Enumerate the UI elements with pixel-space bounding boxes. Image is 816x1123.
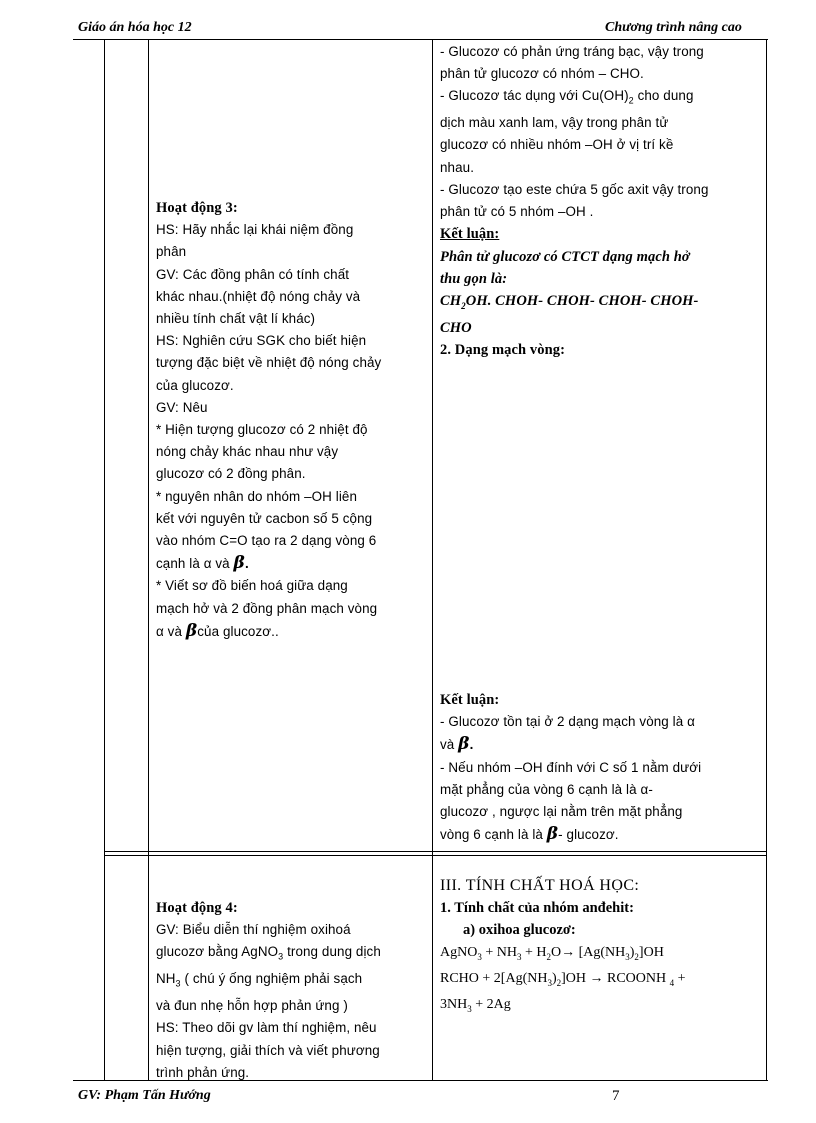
activity-line: khác nhau.(nhiệt độ nóng chảy và xyxy=(156,288,361,304)
subscript: 2 xyxy=(461,300,466,311)
activity-line: trình phản ứng. xyxy=(156,1064,250,1080)
glucose-formula-end: CHO xyxy=(440,320,472,336)
footer-rule xyxy=(73,1080,768,1081)
section-cyclic-form: 2. Dạng mạch vòng: xyxy=(440,342,566,359)
conclusion-line: glucozơ , ngược lại nằm trên mặt phẳng xyxy=(440,804,683,820)
content-line xyxy=(440,85,764,112)
content-line: phân tử glucozơ có nhóm – CHO. xyxy=(440,66,644,82)
activity-line: phân xyxy=(156,244,187,260)
content-line: nhau. xyxy=(440,159,475,175)
conclusion-line: thu gọn là: xyxy=(440,270,508,287)
activity-line xyxy=(156,552,430,575)
header-right: Chương trình nâng cao xyxy=(605,20,742,35)
activity-line xyxy=(156,941,430,968)
alpha-beta-text: cạnh là α và xyxy=(156,556,230,572)
activity-line: * nguyên nhân do nhóm –OH liên xyxy=(156,488,358,504)
text: ( chú ý ống nghiệm phải sạch xyxy=(180,971,363,987)
table-divider-2 xyxy=(432,40,433,1080)
beta-symbol: β xyxy=(185,620,198,641)
activity-4-title: Hoạt động 4: xyxy=(156,900,238,916)
content-line: - Glucozơ tạo este chứa 5 gốc axit vậy trong xyxy=(440,181,709,197)
content-cell-2 xyxy=(440,875,764,1020)
content-line: glucozơ có nhiều nhóm –OH ở vị trí kề xyxy=(440,137,674,153)
glucozo-text: của glucozơ.. xyxy=(197,623,279,639)
content-cell-1 xyxy=(440,41,764,361)
table-border-right xyxy=(766,40,767,1080)
glucozo-text: - glucozơ. xyxy=(558,827,619,843)
activity-line: và đun nhẹ hỗn hợp phản ứng ) xyxy=(156,998,348,1014)
activity-line: glucozơ có 2 đồng phân. xyxy=(156,466,306,482)
va-text: và xyxy=(440,737,455,753)
content-line: phân tử có 5 nhóm –OH . xyxy=(440,204,594,220)
subscript: 2 xyxy=(628,96,634,107)
content-line: dịch màu xanh lam, vậy trong phân tử xyxy=(440,115,669,131)
conclusion-line: - Nếu nhóm –OH đính với C số 1 nằm dưới xyxy=(440,759,702,775)
subscript: 3 xyxy=(278,952,284,963)
section-heading-chemistry: III. TÍNH CHẤT HOÁ HỌC: xyxy=(440,877,640,894)
period: . xyxy=(244,556,249,572)
activity-line: kết với nguyên tử cacbon số 5 cộng xyxy=(156,510,373,526)
activity-line: HS: Nghiên cứu SGK cho biết hiện xyxy=(156,333,367,349)
activity-line: hiện tượng, giải thích và viết phương xyxy=(156,1042,380,1058)
subscript: 3 xyxy=(175,978,181,989)
activity-3-cell xyxy=(156,197,430,643)
activity-3-title: Hoạt động 3: xyxy=(156,200,238,216)
page-number: 7 xyxy=(612,1088,620,1104)
conclusion-line: Phân tử glucozơ có CTCT dạng mạch hở xyxy=(440,248,690,265)
activity-line xyxy=(156,968,430,995)
activity-line: mạch hở và 2 đồng phân mạch vòng xyxy=(156,600,378,616)
glucose-formula xyxy=(440,290,764,317)
text: trong dung dịch xyxy=(283,944,381,960)
conclusion-line: mặt phẳng của vòng 6 cạnh là là α- xyxy=(440,781,653,797)
text: glucozơ bằng AgNO xyxy=(156,944,279,960)
activity-line: GV: Các đồng phân có tính chất xyxy=(156,266,350,282)
formula-part: CH xyxy=(440,292,462,309)
ring-text: vòng 6 cạnh là là xyxy=(440,827,543,843)
activity-line: HS: Theo dõi gv làm thí nghiệm, nêu xyxy=(156,1020,377,1036)
equation-1: AgNO$_3$ + $NH_3 + H_2O\to [Ag(NH_3)_2]OH$ xyxy=(440,944,664,962)
activity-line: nhiều tính chất vật lí khác) xyxy=(156,311,316,327)
beta-symbol: β xyxy=(458,734,470,755)
conclusion-line: - Glucozơ tồn tại ở 2 dạng mạch vòng là α xyxy=(440,714,695,730)
alpha-text: α và xyxy=(156,623,183,639)
content-line: - Glucozơ có phản ứng tráng bạc, vậy trong xyxy=(440,44,704,59)
subsection-oxidation: a) oxihoa glucozơ: xyxy=(463,922,576,939)
conclusion-line xyxy=(440,823,764,846)
activity-line: vào nhóm C=O tạo ra 2 dạng vòng 6 xyxy=(156,533,377,549)
conclusion-label-1: Kết luận: xyxy=(440,226,500,243)
conclusion-line xyxy=(440,733,764,756)
equation-2: RCHO + $2[Ag(NH_3)_2]OH$ → RCOONH $_4$ + xyxy=(440,970,686,988)
table-row-separator xyxy=(104,851,766,852)
activity-line: nóng chảy khác nhau như vậy xyxy=(156,444,339,460)
text: NH xyxy=(156,971,176,987)
activity-line: GV: Nêu xyxy=(156,399,208,415)
activity-line: GV: Biểu diễn thí nghiệm oxihoá xyxy=(156,922,351,938)
conclusion-label-2: Kết luận: xyxy=(440,692,500,708)
table-border-left xyxy=(104,40,105,1080)
activity-line: * Viết sơ đồ biến hoá giữa dạng xyxy=(156,578,348,594)
activity-line: của glucozơ. xyxy=(156,377,234,393)
table-divider-1 xyxy=(148,40,149,1080)
period: . xyxy=(469,737,474,753)
activity-line: HS: Hãy nhắc lại khái niệm đồng xyxy=(156,222,354,238)
activity-line: tượng đặc biệt về nhiệt độ nóng chảy xyxy=(156,355,382,371)
cuoh-text: - Glucozơ tác dụng với Cu(OH) xyxy=(440,88,629,104)
activity-4-cell xyxy=(156,897,430,1084)
formula-part: OH. CHOH- CHOH- CHOH- CHOH- xyxy=(465,292,699,309)
subsection-aldehyde: 1. Tính chất của nhóm anđehit: xyxy=(440,900,634,917)
footer-teacher: GV: Phạm Tấn Hướng xyxy=(78,1088,211,1103)
equation-3: $3NH_3 + 2Ag$ xyxy=(440,996,511,1014)
beta-symbol: β xyxy=(546,824,559,845)
cuoh-text-end: cho dung xyxy=(633,88,694,104)
content-cell-1-conclusion xyxy=(440,689,764,846)
table-row-separator-inner xyxy=(104,855,766,856)
header-left: Giáo án hóa học 12 xyxy=(78,20,192,35)
beta-symbol: β xyxy=(233,553,245,574)
header-rule xyxy=(73,39,768,40)
activity-line: * Hiện tượng glucozơ có 2 nhiệt độ xyxy=(156,422,368,438)
activity-line xyxy=(156,620,430,643)
